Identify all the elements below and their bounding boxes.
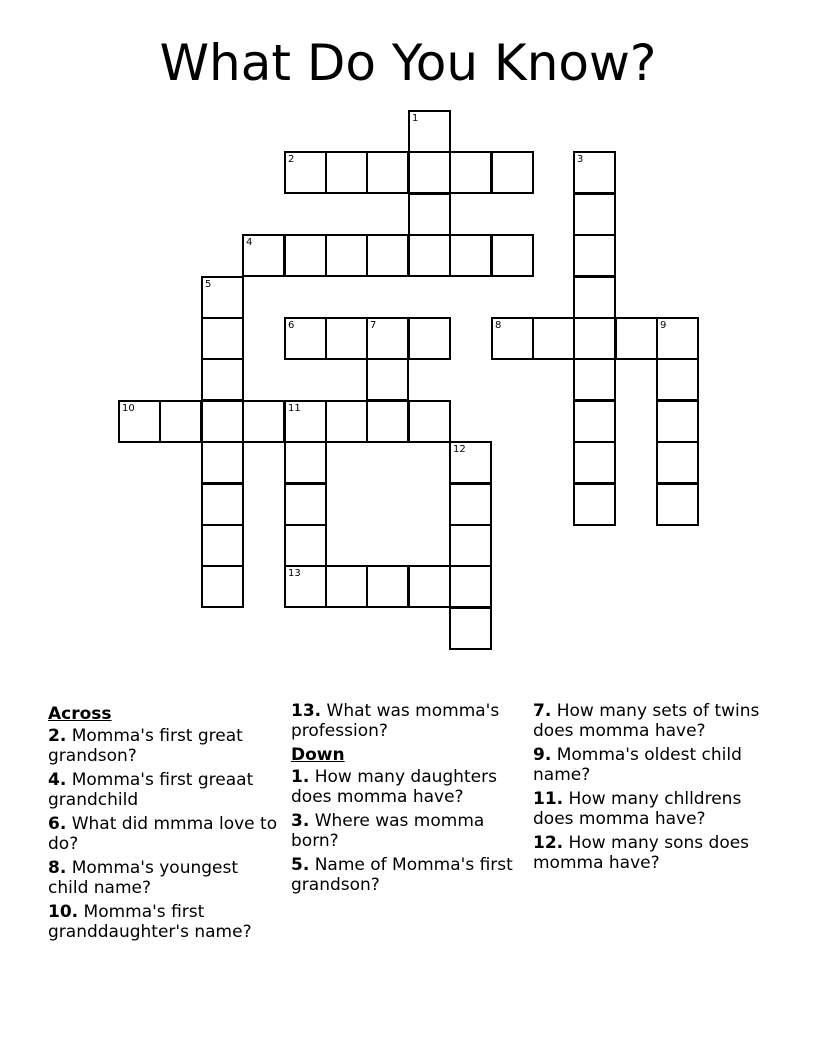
grid-cell[interactable] <box>325 317 368 360</box>
grid-cell[interactable] <box>449 607 492 650</box>
clues-column-3 <box>533 701 765 877</box>
grid-cell[interactable] <box>408 110 451 153</box>
clue-down-5: 5. Name of Momma's first grandson? <box>291 855 513 895</box>
grid-cell[interactable] <box>491 151 534 194</box>
grid-cell[interactable] <box>408 234 451 277</box>
across-header: Across <box>48 704 112 724</box>
grid-cell[interactable] <box>573 151 616 194</box>
grid-cell[interactable] <box>449 524 492 567</box>
clue-across-2: 2. Momma's first great grandson? <box>48 726 243 766</box>
grid-cell[interactable] <box>201 483 244 526</box>
grid-cell[interactable] <box>159 400 202 443</box>
clue-number: 1 <box>412 113 419 124</box>
clue-down-12: 12. How many sons does momma have? <box>533 833 750 873</box>
grid-cell[interactable] <box>449 441 492 484</box>
grid-cell[interactable] <box>408 151 451 194</box>
grid-cell[interactable] <box>449 565 492 608</box>
grid-cell[interactable] <box>366 151 409 194</box>
grid-cell[interactable] <box>284 400 327 443</box>
grid-cell[interactable] <box>408 193 451 236</box>
clue-down-7: 7. How many sets of twins does momma have? <box>533 701 760 741</box>
grid-cell[interactable] <box>201 317 244 360</box>
grid-cell[interactable] <box>201 358 244 401</box>
grid-cell[interactable] <box>201 565 244 608</box>
grid-cell[interactable] <box>573 317 616 360</box>
clue-across-10: 10. Momma's first granddaughter's name? <box>48 902 252 942</box>
clue-number: 12 <box>453 444 466 455</box>
clue-number: 2 <box>288 154 295 165</box>
clue-number: 9 <box>660 320 667 331</box>
grid-cell[interactable] <box>491 234 534 277</box>
grid-cell[interactable] <box>284 441 327 484</box>
grid-cell[interactable] <box>449 234 492 277</box>
grid-cell[interactable] <box>408 317 451 360</box>
grid-cell[interactable] <box>573 358 616 401</box>
down-header: Down <box>291 745 345 765</box>
grid-cell[interactable] <box>366 400 409 443</box>
clue-across-8: 8. Momma's youngest child name? <box>48 858 239 898</box>
clue-down-1: 1. How many daughters does momma have? <box>291 767 497 807</box>
grid-cell[interactable] <box>573 483 616 526</box>
grid-cell[interactable] <box>366 234 409 277</box>
clue-number: 4 <box>246 237 253 248</box>
grid-cell[interactable] <box>656 358 699 401</box>
grid-cell[interactable] <box>366 358 409 401</box>
grid-cell[interactable] <box>615 317 658 360</box>
grid-cell[interactable] <box>201 276 244 319</box>
grid-cell[interactable] <box>284 524 327 567</box>
grid-cell[interactable] <box>573 400 616 443</box>
grid-cell[interactable] <box>656 400 699 443</box>
clue-across-6: 6. What did mmma love to do? <box>48 814 278 854</box>
grid-cell[interactable] <box>491 317 534 360</box>
clue-number: 6 <box>288 320 295 331</box>
grid-cell[interactable] <box>284 151 327 194</box>
clue-number: 11 <box>288 403 301 414</box>
grid-cell[interactable] <box>573 276 616 319</box>
grid-cell[interactable] <box>242 234 285 277</box>
grid-cell[interactable] <box>656 317 699 360</box>
grid-cell[interactable] <box>366 565 409 608</box>
puzzle-title: What Do You Know? <box>159 34 657 92</box>
clue-across-13: 13. What was momma's profession? <box>291 701 500 741</box>
grid-cell[interactable] <box>325 234 368 277</box>
clue-down-9: 9. Momma's oldest child name? <box>533 745 742 785</box>
grid-cell[interactable] <box>284 317 327 360</box>
grid-cell[interactable] <box>573 234 616 277</box>
grid-cell[interactable] <box>325 400 368 443</box>
grid-cell[interactable] <box>201 524 244 567</box>
grid-cell[interactable] <box>656 483 699 526</box>
grid-cell[interactable] <box>242 400 285 443</box>
clue-number: 5 <box>205 279 212 290</box>
grid-cell[interactable] <box>408 565 451 608</box>
grid-cell[interactable] <box>325 151 368 194</box>
grid-cell[interactable] <box>449 483 492 526</box>
grid-cell[interactable] <box>366 317 409 360</box>
grid-cell[interactable] <box>284 565 327 608</box>
clue-number: 7 <box>370 320 377 331</box>
clue-number: 10 <box>122 403 135 414</box>
clue-number: 13 <box>288 568 301 579</box>
grid-cell[interactable] <box>201 400 244 443</box>
grid-cell[interactable] <box>532 317 575 360</box>
grid-cell[interactable] <box>325 565 368 608</box>
grid-cell[interactable] <box>284 234 327 277</box>
clues-column-1 <box>48 701 280 946</box>
grid-cell[interactable] <box>656 441 699 484</box>
clue-number: 8 <box>495 320 502 331</box>
clue-down-3: 3. Where was momma born? <box>291 811 485 851</box>
clue-down-11: 11. How many chlldrens does momma have? <box>533 789 742 829</box>
grid-cell[interactable] <box>201 441 244 484</box>
grid-cell[interactable] <box>573 193 616 236</box>
grid-cell[interactable] <box>118 400 161 443</box>
grid-cell[interactable] <box>284 483 327 526</box>
grid-cell[interactable] <box>408 400 451 443</box>
clues-column-2 <box>291 701 523 899</box>
grid-cell[interactable] <box>573 441 616 484</box>
clue-number: 3 <box>577 154 584 165</box>
clue-across-4: 4. Momma's first greaat grandchild <box>48 770 254 810</box>
grid-cell[interactable] <box>449 151 492 194</box>
